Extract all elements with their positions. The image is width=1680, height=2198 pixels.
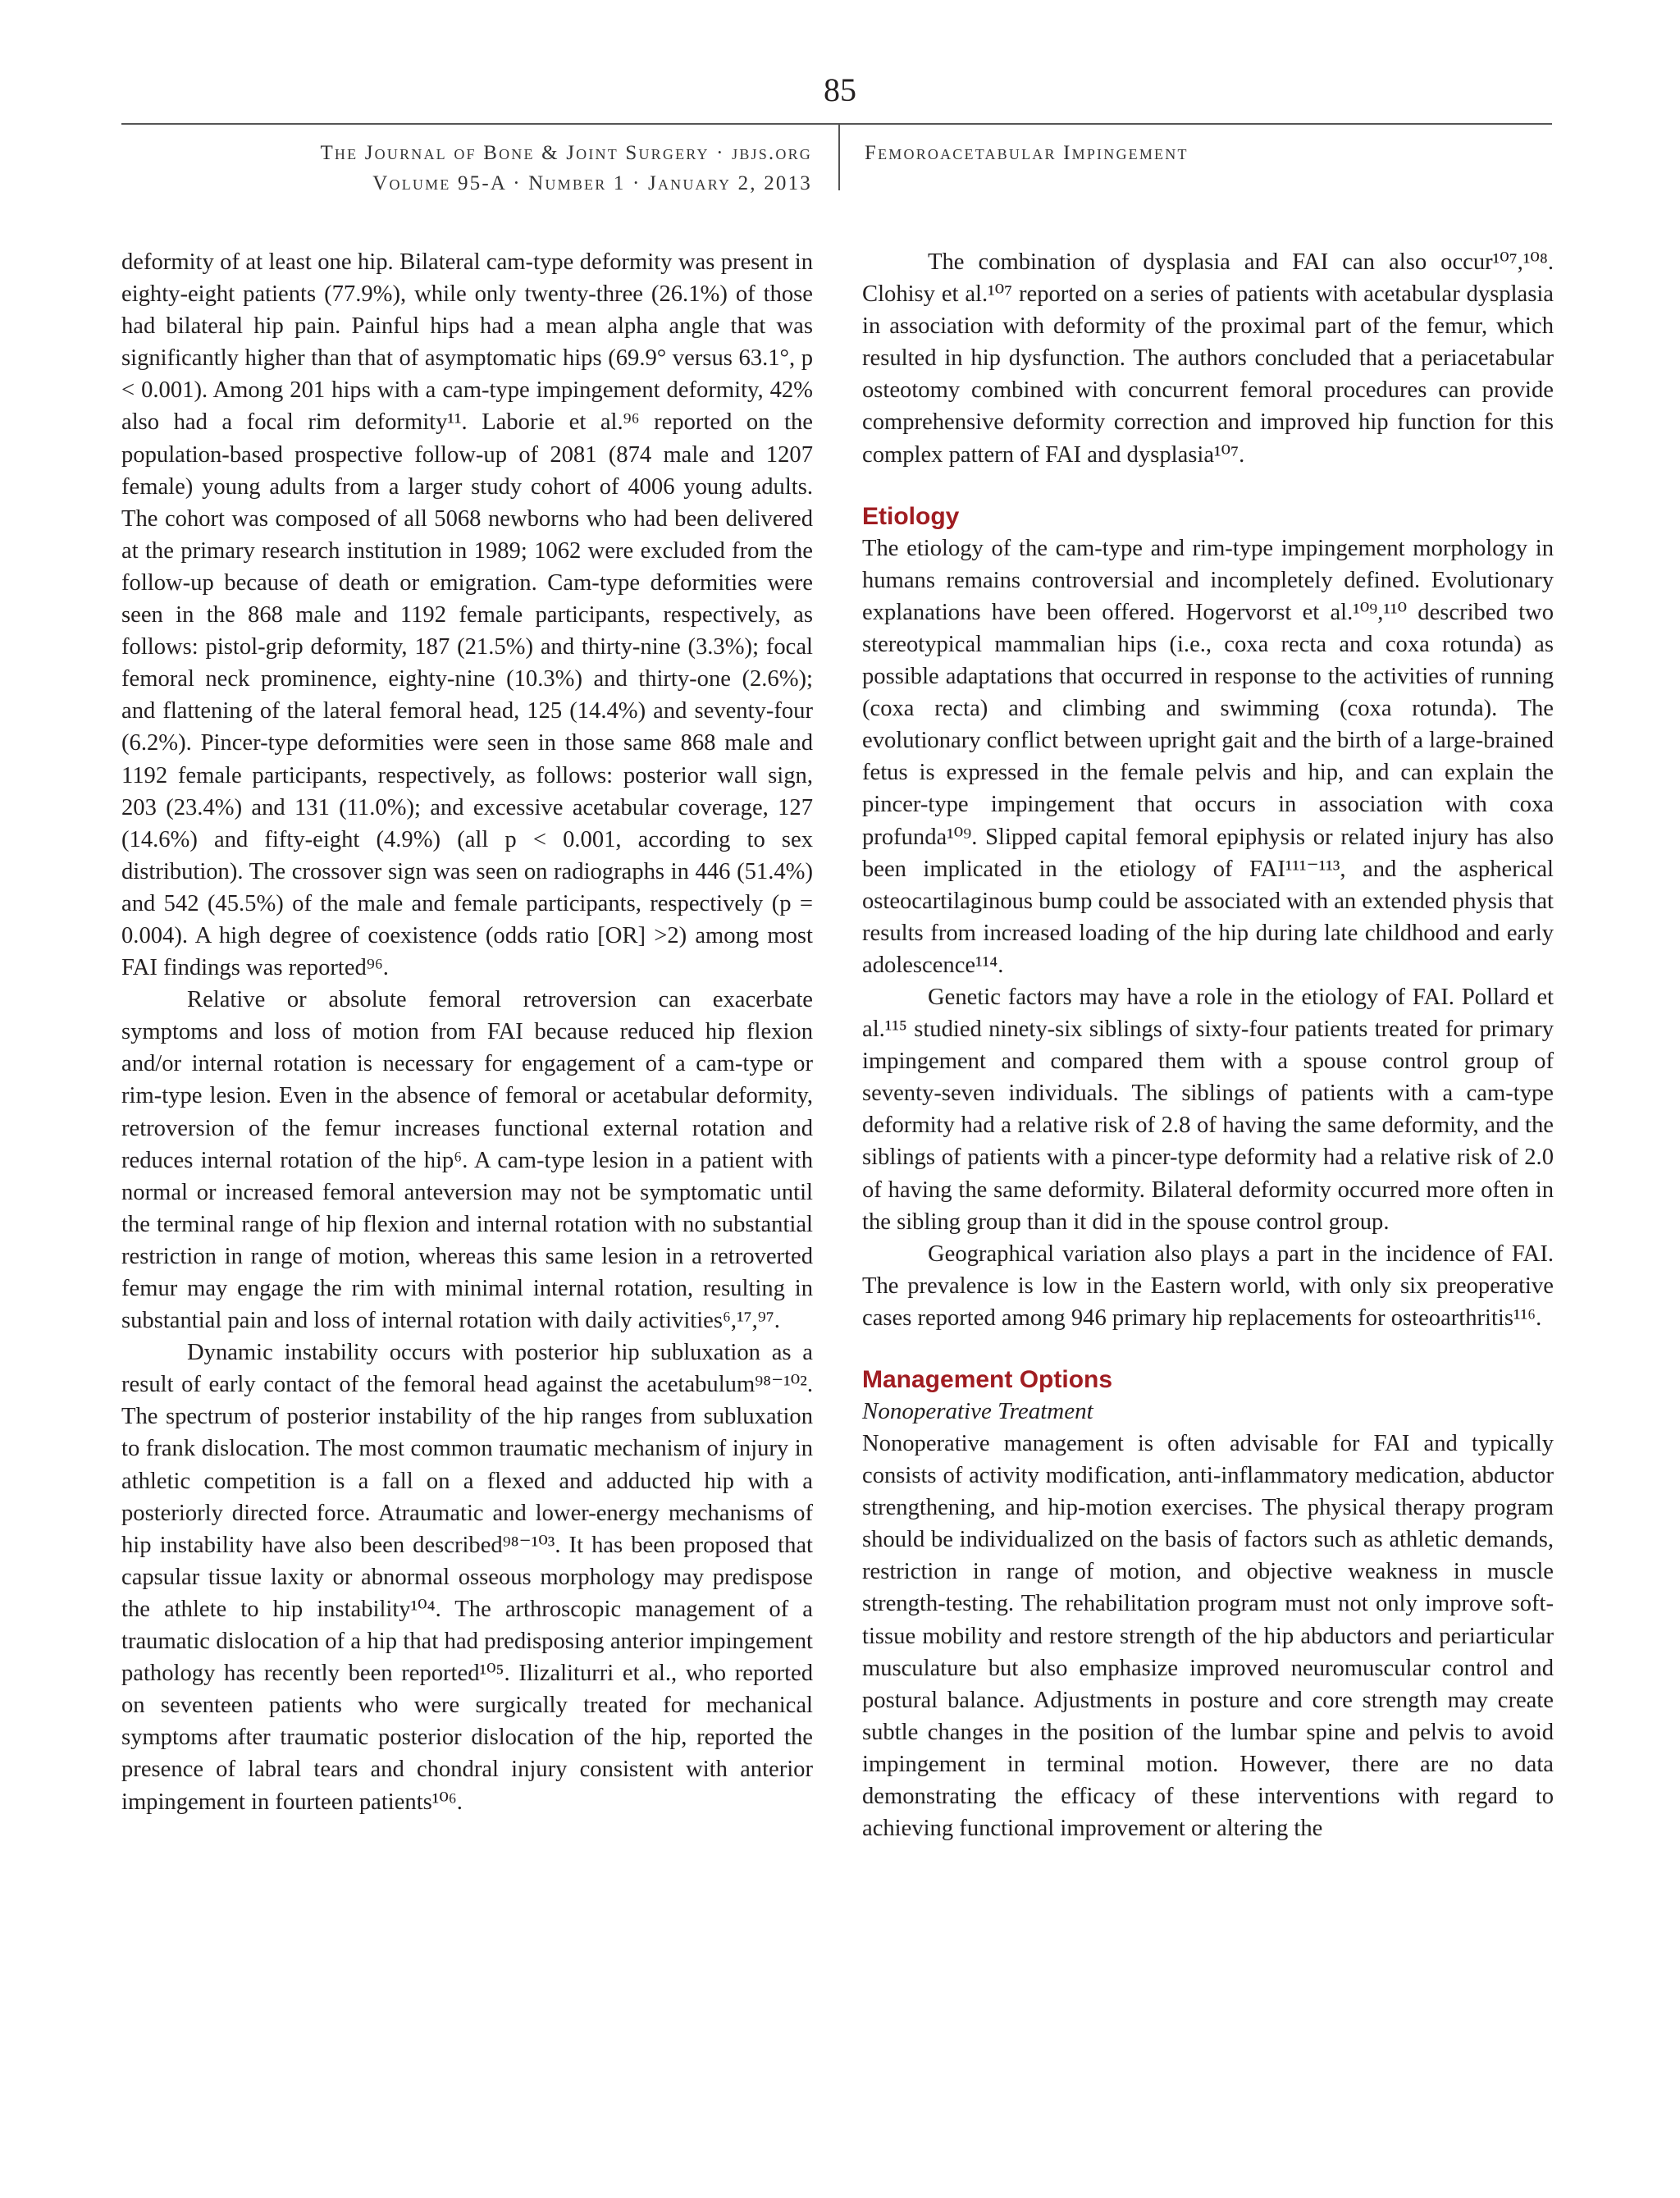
subheading-nonoperative: Nonoperative Treatment — [862, 1398, 1093, 1424]
body-paragraph: Geographical variation also plays a part in the incidence of FAI. The prevalence is low in the Eastern world, with only six preoperative cases reported among 946 primary hip replacements for osteoarthritis¹¹⁶. — [862, 1241, 1554, 1331]
body-paragraph: deformity of at least one hip. Bilateral cam-type deformity was present in eighty-eight patients (77.9%), while only twenty-three (26.1%) of those had bilateral hip pain. Painful hips had a mean alpha angle that was significantly higher than that of asymptomatic hips (69.9° versus 63.1°, p < 0.001). Among 201 hips with a cam-type impingement deformity, 42% also had a focal rim deformity¹¹. Laborie et al.⁹⁶ reported on the population-based prospective follow-up of 2081 (874 male and 1207 female) young adults from a larger study cohort of 4006 young adults. The cohort was composed of all 5068 newborns who had been delivered at the primary research institution in 1989; 1062 were excluded from the follow-up because of death or emigration. Cam-type deformities were seen in the 868 male and 1192 female participants, respectively, as follows: pistol-grip deformity, 187 (21.5%) and thirty-nine (3.3%); focal femoral neck prominence, eighty-nine (10.3%) and thirty-one (2.6%); and flattening of the lateral femoral head, 125 (14.4%) and seventy-four (6.2%). Pincer-type deformities were seen in those same 868 male and 1192 female participants, respectively, as follows: posterior wall sign, 203 (23.4%) and 131 (11.0%); and excessive acetabular coverage, 127 (14.6%) and fifty-eight (4.9%) (all p < 0.001, according to sex distribution). The crossover sign was seen on radiographs in 446 (51.4%) and 542 (45.5%) of the male and female participants, respectively (p = 0.004). A high degree of coexistence (odds ratio [OR] >2) among most FAI findings was reported⁹⁶. — [121, 249, 813, 981]
journal-name: The Journal of Bone & Joint Surgery · jbjs.org — [320, 142, 812, 164]
body-paragraph: Nonoperative management is often advisable for FAI and typically consists of activity modification, anti-inflammatory medication, abductor strengthening, and hip-motion exercises. The physical therapy program should be individualized on the basis of factors such as athletic demands, restriction in range of motion, and objective weakness in muscle strength-testing. The rehabilitation program must not only improve soft-tissue mobility and restore strength of the hip abductors and periarticular musculature but also emphasize improved neuromuscular control and postural balance. Adjustments in posture and core strength may create subtle changes in the position of the lumbar spine and pelvis to avoid impingement in terminal motion. However, there are no data demonstrating the efficacy of these interventions with regard to achieving functional improvement or altering the — [862, 1431, 1554, 1842]
right-column — [862, 246, 1554, 1844]
running-header-journal — [320, 138, 812, 199]
page-number: 85 — [824, 71, 856, 108]
journal-volume: Volume 95-A · Number 1 · January 2, 2013 — [372, 172, 812, 194]
left-column — [121, 246, 813, 1818]
header-rule — [121, 123, 1552, 125]
body-paragraph: The combination of dysplasia and FAI can also occur¹⁰⁷,¹⁰⁸. Clohisy et al.¹⁰⁷ reported on a series of patients with acetabular dysplasia in association with deformity of the proximal part of the femur, which resulted in hip dysfunction. The authors concluded that a periacetabular osteotomy combined with concurrent femoral procedures can provide comprehensive deformity correction and improved hip function for this complex pattern of FAI and dysplasia¹⁰⁷. — [862, 249, 1554, 468]
article-title: Femoroacetabular Impingement — [865, 142, 1189, 164]
body-paragraph: Relative or absolute femoral retroversion can exacerbate symptoms and loss of motion from FAI because reduced hip flexion and/or internal rotation is necessary for engagement of a cam-type or rim-type lesion. Even in the absence of femoral or acetabular deformity, retroversion of the femur increases functional external rotation and reduces internal rotation of the hip⁶. A cam-type lesion in a patient with normal or increased femoral anteversion may not be symptomatic until the terminal range of hip flexion and internal rotation with no substantial restriction in range of motion, whereas this same lesion in a retroverted femur may engage the rim with minimal internal rotation, resulting in substantial pain and loss of internal rotation with daily activities⁶,¹⁷,⁹⁷. — [121, 987, 813, 1334]
body-paragraph: Genetic factors may have a role in the etiology of FAI. Pollard et al.¹¹⁵ studied ninety-six siblings of sixty-four patients treated for primary impingement and compared them with a spouse control group of seventy-seven individuals. The siblings of patients with a cam-type deformity had a relative risk of 2.8 of having the same deformity, and the siblings of patients with a pincer-type deformity had a relative risk of 2.0 of having the same deformity. Bilateral deformity occurred more often in the sibling group than it did in the spouse control group. — [862, 984, 1554, 1235]
section-heading-etiology: Etiology — [862, 502, 960, 530]
running-header-article — [865, 138, 1189, 168]
body-paragraph: Dynamic instability occurs with posterior hip subluxation as a result of early contact of the femoral head against the acetabulum⁹⁸⁻¹⁰². The spectrum of posterior instability of the hip ranges from subluxation to frank dislocation. The most common traumatic mechanism of injury in athletic competition is a fall on a flexed and adducted hip with a posteriorly directed force. Atraumatic and lower-energy mechanisms of hip instability have also been described⁹⁸⁻¹⁰³. It has been proposed that capsular tissue laxity or abnormal osseous morphology may predispose the athlete to hip instability¹⁰⁴. The arthroscopic management of a traumatic dislocation of a hip that had predisposing anterior impingement pathology has recently been reported¹⁰⁵. Ilizaliturri et al., who reported on seventeen patients who were surgically treated for mechanical symptoms after traumatic posterior dislocation of the hip, reported the presence of labral tears and chondral injury consistent with anterior impingement in fourteen patients¹⁰⁶. — [121, 1340, 813, 1815]
body-paragraph: The etiology of the cam-type and rim-type impingement morphology in humans remains controversial and incompletely defined. Evolutionary explanations have been offered. Hogervorst et al.¹⁰⁹,¹¹⁰ described two stereotypical mammalian hips (i.e., coxa recta and coxa rotunda) as possible adaptations that occurred in response to the activities of running (coxa recta) and climbing and swimming (coxa rotunda). The evolutionary conflict between upright gait and the birth of a large-brained fetus is expressed in the female pelvis and hip, and can explain the pincer-type impingement that occurs in association with coxa profunda¹⁰⁹. Slipped capital femoral epiphysis or related injury has also been implicated in the etiology of FAI¹¹¹⁻¹¹³, and the aspherical osteocartilaginous bump could be associated with an extended physis that results from increased loading of the hip during late childhood and early adolescence¹¹⁴. — [862, 535, 1554, 978]
section-heading-management: Management Options — [862, 1366, 1113, 1393]
header-divider — [838, 125, 840, 190]
